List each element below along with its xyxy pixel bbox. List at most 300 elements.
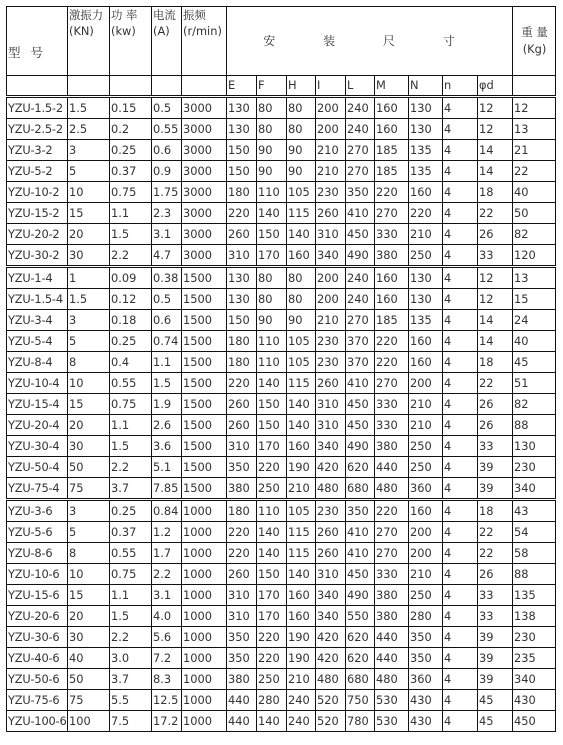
- cell-model: YZU-3-2: [7, 140, 68, 161]
- cell-dim-l: 350: [346, 182, 375, 203]
- cell-power: 0.4: [110, 352, 152, 373]
- cell-dim-i: 260: [316, 543, 346, 564]
- cell-dim-e: 440: [227, 690, 257, 711]
- cell-dim-i: 310: [316, 394, 346, 415]
- table-row: [7, 394, 556, 415]
- cell-dim-n-upper: 210: [409, 564, 443, 585]
- cell-vibration: 1000: [182, 564, 227, 585]
- cell-dim-f: 150: [257, 564, 287, 585]
- table-row: [7, 140, 556, 161]
- cell-dim-phi-d: 14: [478, 310, 513, 331]
- cell-dim-phi-d: 39: [478, 669, 513, 690]
- cell-dim-l: 370: [346, 352, 375, 373]
- cell-dim-i: 340: [316, 606, 346, 627]
- cell-dim-phi-d: 39: [478, 627, 513, 648]
- cell-vibration: 1500: [182, 267, 227, 289]
- cell-dim-n-lower: 4: [443, 564, 478, 585]
- cell-weight: 43: [513, 500, 556, 522]
- cell-dim-i: 480: [316, 669, 346, 690]
- cell-dim-n-upper: 360: [409, 478, 443, 500]
- cell-power: 0.75: [110, 394, 152, 415]
- cell-vibration: 1500: [182, 478, 227, 500]
- cell-dim-e: 260: [227, 394, 257, 415]
- cell-dim-l: 680: [346, 478, 375, 500]
- cell-current: 0.84: [152, 500, 182, 522]
- cell-dim-h: 80: [287, 97, 316, 119]
- cell-dim-phi-d: 45: [478, 711, 513, 732]
- cell-dim-h: 240: [287, 690, 316, 711]
- cell-dim-h: 115: [287, 203, 316, 224]
- cell-force: 8: [68, 543, 110, 564]
- cell-dim-l: 490: [346, 245, 375, 267]
- cell-dim-i: 200: [316, 119, 346, 140]
- table-row: [7, 585, 556, 606]
- cell-vibration: 1500: [182, 373, 227, 394]
- cell-dim-h: 80: [287, 289, 316, 310]
- cell-vibration: 1500: [182, 436, 227, 457]
- cell-power: 0.18: [110, 310, 152, 331]
- table-row: [7, 500, 556, 522]
- cell-dim-l: 450: [346, 394, 375, 415]
- cell-dim-h: 90: [287, 161, 316, 182]
- cell-dim-i: 230: [316, 352, 346, 373]
- cell-model: YZU-10-4: [7, 373, 68, 394]
- cell-dim-n-upper: 160: [409, 500, 443, 522]
- cell-weight: 130: [513, 436, 556, 457]
- cell-power: 0.25: [110, 331, 152, 352]
- cell-force: 40: [68, 648, 110, 669]
- cell-dim-phi-d: 26: [478, 564, 513, 585]
- header-install-dimensions: 安 装 尺 寸: [227, 7, 513, 76]
- cell-dim-n-lower: 4: [443, 289, 478, 310]
- cell-dim-e: 130: [227, 267, 257, 289]
- cell-dim-f: 80: [257, 267, 287, 289]
- cell-dim-f: 110: [257, 331, 287, 352]
- cell-weight: 12: [513, 97, 556, 119]
- cell-weight: 50: [513, 203, 556, 224]
- cell-force: 3: [68, 140, 110, 161]
- subheader-row: [7, 76, 556, 97]
- cell-dim-n-lower: 4: [443, 97, 478, 119]
- cell-dim-e: 180: [227, 500, 257, 522]
- cell-power: 0.37: [110, 161, 152, 182]
- cell-vibration: 1000: [182, 648, 227, 669]
- cell-dim-i: 310: [316, 564, 346, 585]
- cell-model: YZU-20-6: [7, 606, 68, 627]
- subheader-blank: [68, 76, 110, 97]
- cell-dim-i: 310: [316, 224, 346, 245]
- cell-model: YZU-5-4: [7, 331, 68, 352]
- cell-dim-n-upper: 135: [409, 310, 443, 331]
- spec-table: [6, 6, 556, 732]
- cell-current: 1.1: [152, 352, 182, 373]
- cell-dim-m: 440: [375, 627, 409, 648]
- cell-weight: 13: [513, 267, 556, 289]
- cell-dim-phi-d: 14: [478, 140, 513, 161]
- cell-dim-n-upper: 200: [409, 543, 443, 564]
- cell-force: 15: [68, 203, 110, 224]
- cell-model: YZU-40-6: [7, 648, 68, 669]
- cell-model: YZU-1-4: [7, 267, 68, 289]
- table-row: [7, 606, 556, 627]
- cell-dim-f: 90: [257, 161, 287, 182]
- cell-current: 17.2: [152, 711, 182, 732]
- cell-current: 2.2: [152, 564, 182, 585]
- table-row: [7, 543, 556, 564]
- cell-dim-m: 220: [375, 352, 409, 373]
- cell-dim-m: 160: [375, 97, 409, 119]
- cell-force: 20: [68, 415, 110, 436]
- cell-dim-m: 185: [375, 140, 409, 161]
- cell-vibration: 1500: [182, 415, 227, 436]
- cell-model: YZU-50-4: [7, 457, 68, 478]
- cell-dim-phi-d: 12: [478, 97, 513, 119]
- subheader-dim-e: E: [227, 76, 257, 97]
- cell-dim-n-lower: 4: [443, 267, 478, 289]
- cell-dim-n-upper: 210: [409, 394, 443, 415]
- cell-model: YZU-8-6: [7, 543, 68, 564]
- cell-dim-i: 340: [316, 585, 346, 606]
- cell-weight: 15: [513, 289, 556, 310]
- cell-weight: 340: [513, 669, 556, 690]
- cell-power: 2.2: [110, 457, 152, 478]
- cell-force: 5: [68, 331, 110, 352]
- cell-dim-f: 170: [257, 245, 287, 267]
- cell-dim-n-lower: 4: [443, 161, 478, 182]
- cell-dim-f: 110: [257, 182, 287, 203]
- cell-dim-m: 380: [375, 606, 409, 627]
- cell-dim-i: 260: [316, 373, 346, 394]
- cell-dim-f: 250: [257, 478, 287, 500]
- cell-model: YZU-3-4: [7, 310, 68, 331]
- cell-vibration: 3000: [182, 140, 227, 161]
- cell-force: 10: [68, 373, 110, 394]
- cell-dim-l: 410: [346, 543, 375, 564]
- cell-weight: 120: [513, 245, 556, 267]
- cell-current: 0.55: [152, 119, 182, 140]
- cell-dim-e: 220: [227, 373, 257, 394]
- cell-dim-i: 340: [316, 436, 346, 457]
- cell-dim-n-upper: 135: [409, 140, 443, 161]
- cell-current: 0.9: [152, 161, 182, 182]
- cell-dim-phi-d: 12: [478, 119, 513, 140]
- cell-dim-phi-d: 33: [478, 245, 513, 267]
- cell-dim-n-upper: 130: [409, 289, 443, 310]
- cell-power: 0.2: [110, 119, 152, 140]
- cell-vibration: 3000: [182, 161, 227, 182]
- header-row: [7, 7, 556, 76]
- cell-vibration: 1000: [182, 522, 227, 543]
- table-row: [7, 436, 556, 457]
- cell-dim-n-upper: 250: [409, 585, 443, 606]
- cell-dim-i: 340: [316, 245, 346, 267]
- cell-weight: 230: [513, 457, 556, 478]
- cell-dim-m: 220: [375, 331, 409, 352]
- cell-dim-e: 150: [227, 310, 257, 331]
- cell-dim-phi-d: 39: [478, 648, 513, 669]
- cell-dim-phi-d: 39: [478, 457, 513, 478]
- header-model: 型 号: [7, 7, 68, 76]
- header-vibration: 振频(r/min): [182, 7, 227, 76]
- cell-current: 7.2: [152, 648, 182, 669]
- cell-power: 0.15: [110, 97, 152, 119]
- subheader-blank: [152, 76, 182, 97]
- cell-force: 8: [68, 352, 110, 373]
- cell-dim-m: 380: [375, 585, 409, 606]
- cell-dim-phi-d: 22: [478, 543, 513, 564]
- table-row: [7, 457, 556, 478]
- cell-dim-phi-d: 33: [478, 606, 513, 627]
- cell-dim-m: 330: [375, 415, 409, 436]
- cell-dim-f: 140: [257, 203, 287, 224]
- cell-dim-n-upper: 250: [409, 457, 443, 478]
- cell-dim-phi-d: 26: [478, 224, 513, 245]
- cell-dim-l: 750: [346, 690, 375, 711]
- cell-weight: 82: [513, 224, 556, 245]
- cell-dim-l: 240: [346, 97, 375, 119]
- cell-power: 0.25: [110, 500, 152, 522]
- cell-dim-m: 270: [375, 203, 409, 224]
- cell-dim-m: 480: [375, 669, 409, 690]
- cell-power: 1.5: [110, 436, 152, 457]
- cell-dim-phi-d: 22: [478, 522, 513, 543]
- cell-vibration: 1000: [182, 543, 227, 564]
- cell-dim-i: 230: [316, 500, 346, 522]
- cell-dim-i: 210: [316, 161, 346, 182]
- cell-dim-f: 80: [257, 97, 287, 119]
- cell-dim-f: 140: [257, 522, 287, 543]
- cell-power: 2.2: [110, 245, 152, 267]
- cell-dim-n-lower: 4: [443, 352, 478, 373]
- cell-dim-phi-d: 39: [478, 478, 513, 500]
- cell-vibration: 1500: [182, 331, 227, 352]
- cell-dim-n-upper: 220: [409, 203, 443, 224]
- cell-power: 1.5: [110, 606, 152, 627]
- cell-dim-f: 220: [257, 648, 287, 669]
- cell-dim-phi-d: 33: [478, 585, 513, 606]
- table-row: [7, 97, 556, 119]
- cell-dim-h: 160: [287, 245, 316, 267]
- cell-power: 0.12: [110, 289, 152, 310]
- header-weight: 重 量(Kg): [513, 7, 556, 76]
- cell-current: 2.6: [152, 415, 182, 436]
- cell-vibration: 3000: [182, 119, 227, 140]
- cell-dim-i: 210: [316, 140, 346, 161]
- cell-dim-f: 140: [257, 711, 287, 732]
- table-row: [7, 690, 556, 711]
- cell-weight: 230: [513, 627, 556, 648]
- table-row: [7, 627, 556, 648]
- cell-dim-e: 180: [227, 331, 257, 352]
- table-row: [7, 267, 556, 289]
- cell-dim-f: 170: [257, 585, 287, 606]
- cell-dim-i: 260: [316, 203, 346, 224]
- cell-dim-i: 310: [316, 415, 346, 436]
- cell-weight: 235: [513, 648, 556, 669]
- cell-dim-f: 170: [257, 606, 287, 627]
- cell-model: YZU-15-2: [7, 203, 68, 224]
- cell-dim-h: 140: [287, 394, 316, 415]
- subheader-dim-phi-d: φd: [478, 76, 513, 97]
- cell-force: 1: [68, 267, 110, 289]
- cell-model: YZU-5-6: [7, 522, 68, 543]
- cell-weight: 40: [513, 182, 556, 203]
- cell-dim-l: 620: [346, 457, 375, 478]
- cell-dim-e: 350: [227, 648, 257, 669]
- cell-dim-h: 80: [287, 119, 316, 140]
- cell-force: 15: [68, 394, 110, 415]
- cell-dim-l: 490: [346, 436, 375, 457]
- subheader-dim-n-lower: n: [443, 76, 478, 97]
- cell-dim-n-lower: 4: [443, 182, 478, 203]
- cell-dim-n-upper: 130: [409, 267, 443, 289]
- cell-force: 100: [68, 711, 110, 732]
- cell-vibration: 1500: [182, 289, 227, 310]
- cell-dim-e: 350: [227, 457, 257, 478]
- cell-vibration: 3000: [182, 182, 227, 203]
- cell-weight: 54: [513, 522, 556, 543]
- cell-dim-f: 150: [257, 394, 287, 415]
- cell-dim-l: 370: [346, 331, 375, 352]
- cell-vibration: 1500: [182, 352, 227, 373]
- cell-dim-phi-d: 18: [478, 352, 513, 373]
- cell-current: 2.3: [152, 203, 182, 224]
- cell-vibration: 3000: [182, 97, 227, 119]
- cell-dim-e: 130: [227, 289, 257, 310]
- cell-dim-l: 550: [346, 606, 375, 627]
- cell-dim-e: 220: [227, 522, 257, 543]
- cell-dim-i: 420: [316, 457, 346, 478]
- cell-model: YZU-5-2: [7, 161, 68, 182]
- cell-dim-phi-d: 12: [478, 289, 513, 310]
- cell-dim-l: 240: [346, 119, 375, 140]
- cell-dim-phi-d: 14: [478, 331, 513, 352]
- cell-dim-f: 110: [257, 352, 287, 373]
- table-row: [7, 352, 556, 373]
- cell-dim-h: 140: [287, 564, 316, 585]
- cell-dim-m: 185: [375, 310, 409, 331]
- cell-dim-i: 260: [316, 522, 346, 543]
- table-row: [7, 648, 556, 669]
- cell-dim-e: 260: [227, 415, 257, 436]
- subheader-blank: [513, 76, 556, 97]
- cell-dim-h: 160: [287, 436, 316, 457]
- cell-power: 0.09: [110, 267, 152, 289]
- cell-dim-e: 310: [227, 606, 257, 627]
- cell-dim-n-upper: 430: [409, 690, 443, 711]
- table-row: [7, 203, 556, 224]
- cell-current: 1.7: [152, 543, 182, 564]
- cell-vibration: 3000: [182, 245, 227, 267]
- cell-dim-n-lower: 4: [443, 140, 478, 161]
- cell-dim-n-upper: 250: [409, 245, 443, 267]
- cell-dim-n-upper: 430: [409, 711, 443, 732]
- cell-dim-n-lower: 4: [443, 373, 478, 394]
- cell-dim-m: 380: [375, 436, 409, 457]
- cell-weight: 135: [513, 585, 556, 606]
- cell-force: 50: [68, 457, 110, 478]
- cell-dim-h: 140: [287, 224, 316, 245]
- cell-model: YZU-50-6: [7, 669, 68, 690]
- cell-vibration: 1000: [182, 669, 227, 690]
- cell-dim-m: 380: [375, 245, 409, 267]
- cell-dim-n-upper: 130: [409, 97, 443, 119]
- table-row: [7, 161, 556, 182]
- cell-vibration: 1000: [182, 690, 227, 711]
- cell-dim-phi-d: 45: [478, 690, 513, 711]
- cell-current: 1.2: [152, 522, 182, 543]
- cell-weight: 40: [513, 331, 556, 352]
- cell-dim-h: 210: [287, 478, 316, 500]
- cell-dim-i: 420: [316, 627, 346, 648]
- cell-vibration: 1500: [182, 457, 227, 478]
- cell-weight: 340: [513, 478, 556, 500]
- cell-power: 1.1: [110, 415, 152, 436]
- cell-dim-phi-d: 26: [478, 415, 513, 436]
- cell-model: YZU-100-6: [7, 711, 68, 732]
- cell-dim-n-lower: 4: [443, 606, 478, 627]
- cell-dim-e: 310: [227, 436, 257, 457]
- cell-model: YZU-1.5-2: [7, 97, 68, 119]
- cell-vibration: 3000: [182, 203, 227, 224]
- cell-dim-h: 190: [287, 627, 316, 648]
- cell-dim-e: 150: [227, 161, 257, 182]
- cell-dim-n-upper: 200: [409, 522, 443, 543]
- cell-dim-e: 350: [227, 627, 257, 648]
- cell-dim-h: 160: [287, 606, 316, 627]
- cell-dim-h: 210: [287, 669, 316, 690]
- cell-power: 1.1: [110, 585, 152, 606]
- cell-dim-n-upper: 200: [409, 373, 443, 394]
- cell-current: 4.7: [152, 245, 182, 267]
- cell-force: 30: [68, 436, 110, 457]
- cell-weight: 13: [513, 119, 556, 140]
- cell-dim-f: 110: [257, 500, 287, 522]
- cell-power: 0.55: [110, 543, 152, 564]
- cell-dim-l: 620: [346, 648, 375, 669]
- cell-power: 0.75: [110, 564, 152, 585]
- cell-vibration: 1000: [182, 500, 227, 522]
- cell-dim-f: 80: [257, 289, 287, 310]
- cell-dim-m: 480: [375, 478, 409, 500]
- cell-dim-h: 190: [287, 648, 316, 669]
- cell-dim-e: 260: [227, 564, 257, 585]
- cell-dim-m: 440: [375, 457, 409, 478]
- cell-model: YZU-20-4: [7, 415, 68, 436]
- table-row: [7, 310, 556, 331]
- cell-dim-n-lower: 4: [443, 415, 478, 436]
- cell-weight: 45: [513, 352, 556, 373]
- cell-current: 0.5: [152, 289, 182, 310]
- cell-dim-n-upper: 280: [409, 606, 443, 627]
- cell-vibration: 1000: [182, 711, 227, 732]
- cell-current: 0.38: [152, 267, 182, 289]
- cell-dim-m: 160: [375, 267, 409, 289]
- table-row: [7, 478, 556, 500]
- subheader-dim-n-upper: N: [409, 76, 443, 97]
- cell-dim-e: 440: [227, 711, 257, 732]
- cell-dim-n-lower: 4: [443, 669, 478, 690]
- table-row: [7, 224, 556, 245]
- cell-dim-l: 490: [346, 585, 375, 606]
- cell-dim-n-upper: 350: [409, 627, 443, 648]
- cell-current: 8.3: [152, 669, 182, 690]
- cell-dim-l: 270: [346, 140, 375, 161]
- cell-dim-n-lower: 4: [443, 203, 478, 224]
- cell-dim-i: 200: [316, 97, 346, 119]
- cell-vibration: 1000: [182, 606, 227, 627]
- cell-dim-h: 105: [287, 182, 316, 203]
